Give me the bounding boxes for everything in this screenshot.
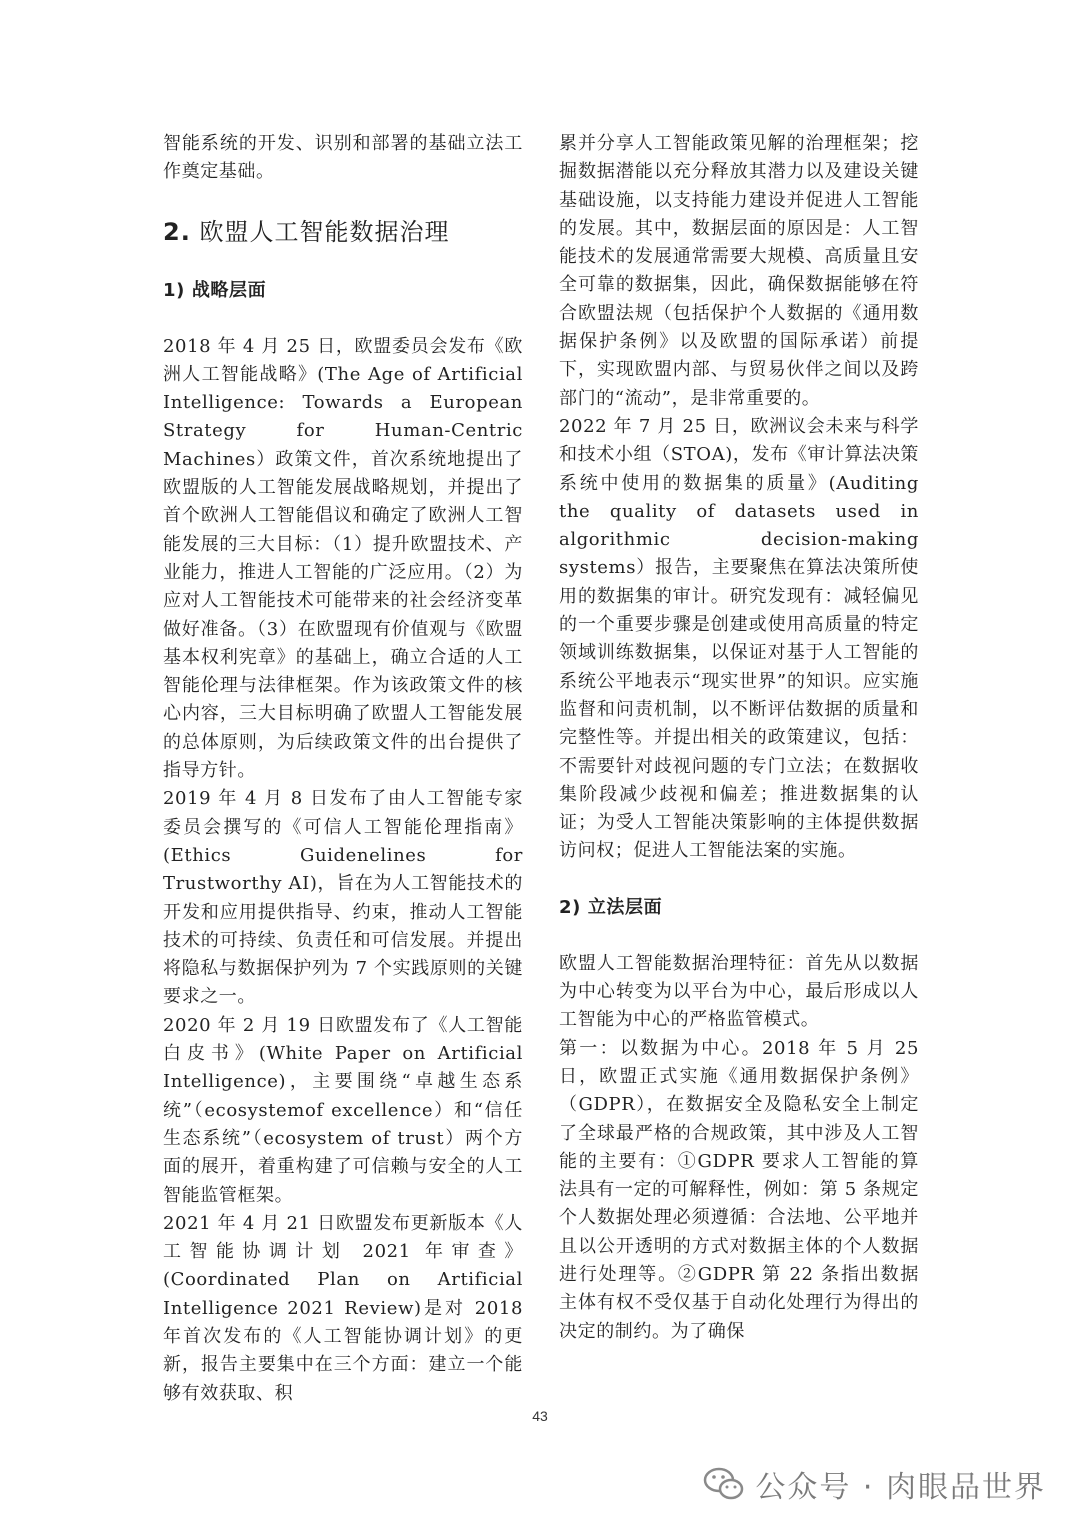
paragraph: 第一：以数据为中心。2018 年 5 月 25 日，欧盟正式实施《通用数据保护条例》（GDPR），在数据安全及隐私安全上制定了全球最严格的合规政策，其中涉及人工智能的主要有：①GDPR 要求人工智能的算法具有一定的可解释性，例如：第 5 条规定个人数据处理必须遵循：合法地、公平地并且以公开透明的方式对数据主体的个人数据进行处理等。②GDPR 第 22 条指出数据主体有权不受仅基于自动化处理行为得出的决定的制约。为了确保 bbox=[559, 1037, 919, 1342]
subsection-heading bbox=[163, 277, 523, 305]
paragraph: 2021 年 4 月 21 日欧盟发布更新版本《人工智能协调计划 2021 年审查》(Coordinated Plan on Artificial Intelligence 2021 Review)是对 2018 年首次发布的《人工智能协调计划》的更新，报告主要集中在三个方面：建立一个能够有效获取、积 bbox=[163, 1212, 523, 1404]
wechat-icon bbox=[703, 1466, 745, 1502]
paragraph: 2022 年 7 月 25 日，欧洲议会未来与科学和技术小组（STOA)，发布《审计算法决策系统中使用的数据集的质量》(Auditing the quality of datasets used in algorithmic decision-making systems）报告，主要聚焦在算法决策所使用的数据集的审计。研究发现有：减轻偏见的一个重要步骤是创建或使用高质量的特定领域训练数据集，以保证对基于人工智能的系统公平地表示“现实世界”的知识。应实施监督和问责机制，以不断评估数据的质量和完整性等。并提出相关的政策建议，包括： 不需要针对歧视问题的专门立法；在数据收集阶段减少歧视和偏差；推进数据集的认证；为受人工智能决策影响的主体提供数据访问权；促进人工智能法案的实施。 bbox=[559, 415, 919, 862]
section-title: 欧盟人工智能数据治理 bbox=[190, 217, 450, 246]
subsection-heading bbox=[559, 894, 919, 922]
paragraph: 累并分享人工智能政策见解的治理框架；挖掘数据潜能以充分释放其潜力以及建设关键基础设施，以支持能力建设并促进人工智能的发展。其中，数据层面的原因是：人工智能技术的发展通常需要大规模、高质量且安全可靠的数据集，因此，确保数据能够在符合欧盟法规（包括保护个人数据的《通用数据保护条例》以及欧盟的国际承诺）前提下，实现欧盟内部、与贸易伙伴之间以及跨部门的“流动”，是非常重要的。 bbox=[559, 133, 919, 409]
watermark-text: 公众号 · 肉眼品世界 bbox=[755, 1470, 1046, 1505]
spacer bbox=[163, 249, 523, 277]
spacer bbox=[163, 305, 523, 333]
subsection-title: 战略层面 bbox=[184, 279, 267, 301]
paragraph: 2019 年 4 月 8 日发布了由人工智能专家委员会撰写的《可信人工智能伦理指南》(Ethics Guidenelines for Trustworthy AI)，旨在为人工智能技术的开发和应用提供指导、约束，推动人工智能技术的可持续、负责任和可信发展。并提出将隐私与数据保护列为 7 个实践原则的关键要求之一。 bbox=[163, 788, 523, 1008]
section-heading bbox=[163, 215, 523, 249]
left-column bbox=[163, 130, 523, 1408]
subsection-number: 2) bbox=[559, 896, 581, 918]
subsection-number: 1) bbox=[163, 279, 185, 301]
right-column bbox=[559, 130, 919, 1346]
page-number: 43 bbox=[532, 1408, 548, 1424]
subsection-title: 立法层面 bbox=[580, 896, 663, 918]
spacer bbox=[559, 922, 919, 950]
watermark bbox=[703, 1462, 1046, 1506]
paragraph: 2018 年 4 月 25 日，欧盟委员会发布《欧洲人工智能战略》(The Age of Artificial Intelligence: Towards a European Strategy for Human-Centric Machines）政策文件，首次系统地提出了欧盟版的人工智能发展战略规划，并提出了首个欧洲人工智能倡议和确定了欧洲人工智能发展的三大目标：（1）提升欧盟技术、产业能力，推进人工智能的广泛应用。（2）为应对人工智能技术可能带来的社会经济变革做好准备。（3）在欧盟现有价值观与《欧盟基本权利宪章》的基础上，确立合适的人工智能伦理与法律框架。作为该政策文件的核心内容，三大目标明确了欧盟人工智能发展的总体原则，为后续政策文件的出台提供了指导方针。 bbox=[163, 335, 523, 782]
paragraph: 欧盟人工智能数据治理特征：首先从以数据为中心转变为以平台为中心，最后形成以人工智能为中心的严格监管模式。 bbox=[559, 952, 919, 1031]
spacer bbox=[559, 866, 919, 894]
paragraph: 2020 年 2 月 19 日欧盟发布了《人工智能白皮书》(White Paper on Artificial Intelligence)，主要围绕“卓越生态系统”（ecosystemof excellence）和“信任生态系统”（ecosystem of trust）两个方面的展开，着重构建了可信赖与安全的人工智能监管框架。 bbox=[163, 1014, 523, 1206]
paragraph: 智能系统的开发、识别和部署的基础立法工作奠定基础。 bbox=[163, 133, 523, 183]
spacer bbox=[163, 187, 523, 215]
section-number: 2. bbox=[163, 217, 191, 246]
